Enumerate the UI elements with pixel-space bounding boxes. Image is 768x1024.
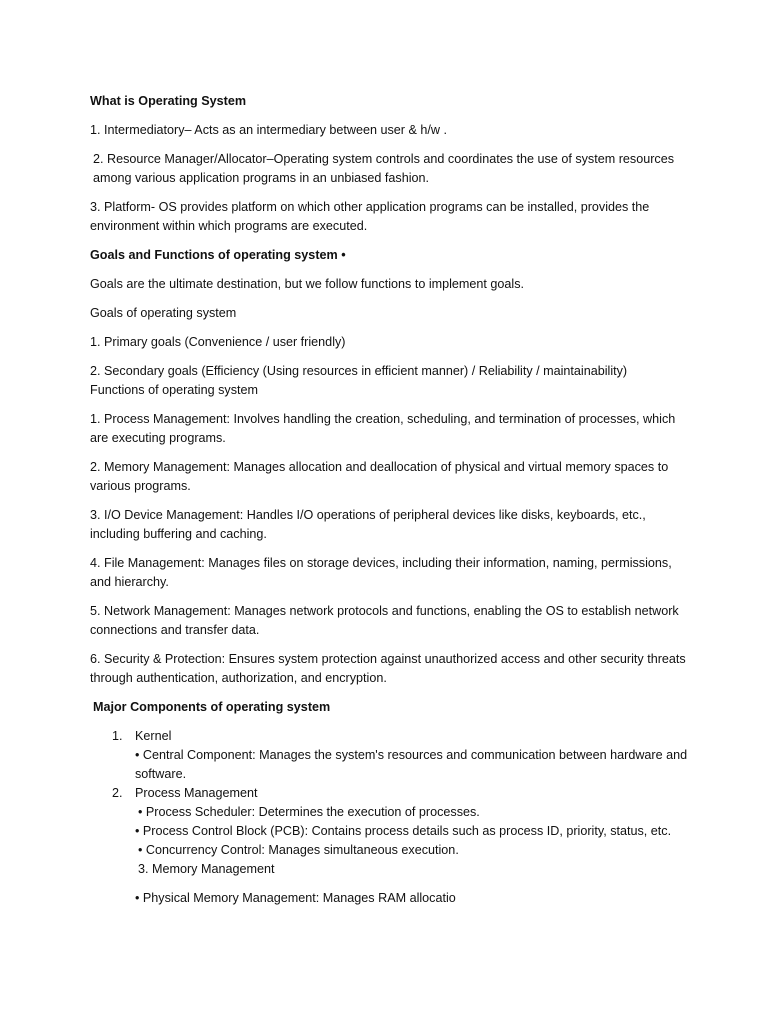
function-item-4: 4. File Management: Manages files on storage devices, including their information, naming, permissions, and hierarchy. (90, 556, 672, 589)
section-heading-what-is-os: What is Operating System (90, 94, 247, 108)
goal-primary: 1. Primary goals (Convenience / user friendly) (90, 335, 346, 349)
function-item-5: 5. Network Management: Manages network protocols and functions, enabling the OS to establish network connections and transfer data. (90, 604, 679, 637)
document-body (90, 92, 690, 908)
os-definition-item-3: 3. Platform- OS provides platform on which other application programs can be installed, provides the environment within which programs are executed. (90, 200, 650, 233)
list-item (90, 784, 690, 908)
os-definition-item-2: 2. Resource Manager/Allocator–Operating system controls and coordinates the use of system resources among various application programs in an unbiased fashion. (93, 152, 674, 185)
component-detail-line: 3. Memory Management (138, 862, 275, 876)
list-number: 1. (112, 729, 123, 743)
component-label-kernel: Kernel (135, 729, 172, 743)
components-list (90, 727, 690, 908)
section-heading-major-components: Major Components of operating system (93, 700, 331, 714)
functions-title: Functions of operating system (90, 383, 258, 397)
goal-secondary: 2. Secondary goals (Efficiency (Using resources in efficient manner) / Reliability / maintainability) (90, 364, 628, 378)
function-item-2: 2. Memory Management: Manages allocation and deallocation of physical and virtual memory spaces to various programs. (90, 460, 669, 493)
function-item-3: 3. I/O Device Management: Handles I/O operations of peripheral devices like disks, keyboards, etc., including buffering and caching. (90, 508, 646, 541)
function-item-1: 1. Process Management: Involves handling the creation, scheduling, and termination of processes, which are executing programs. (90, 412, 676, 445)
section-heading-goals-functions: Goals and Functions of operating system • (90, 248, 346, 262)
component-detail-line: • Process Scheduler: Determines the execution of processes. (138, 805, 480, 819)
component-detail-line: • Physical Memory Management: Manages RAM allocatio (135, 891, 456, 905)
component-label-process-management: Process Management (135, 786, 258, 800)
goals-title: Goals of operating system (90, 306, 237, 320)
os-definition-item-1: 1. Intermediatory– Acts as an intermediary between user & h/w . (90, 123, 447, 137)
list-number: 2. (112, 786, 123, 800)
goals-intro: Goals are the ultimate destination, but we follow functions to implement goals. (90, 277, 525, 291)
list-item (90, 727, 690, 784)
component-detail-line: • Central Component: Manages the system's resources and communication between hardware and software. (135, 748, 688, 781)
component-detail-line: • Concurrency Control: Manages simultaneous execution. (138, 843, 459, 857)
function-item-6: 6. Security & Protection: Ensures system protection against unauthorized access and other security threats through authentication, authorization, and encryption. (90, 652, 686, 685)
component-detail-line: • Process Control Block (PCB): Contains process details such as process ID, priority, status, etc. (135, 824, 672, 838)
